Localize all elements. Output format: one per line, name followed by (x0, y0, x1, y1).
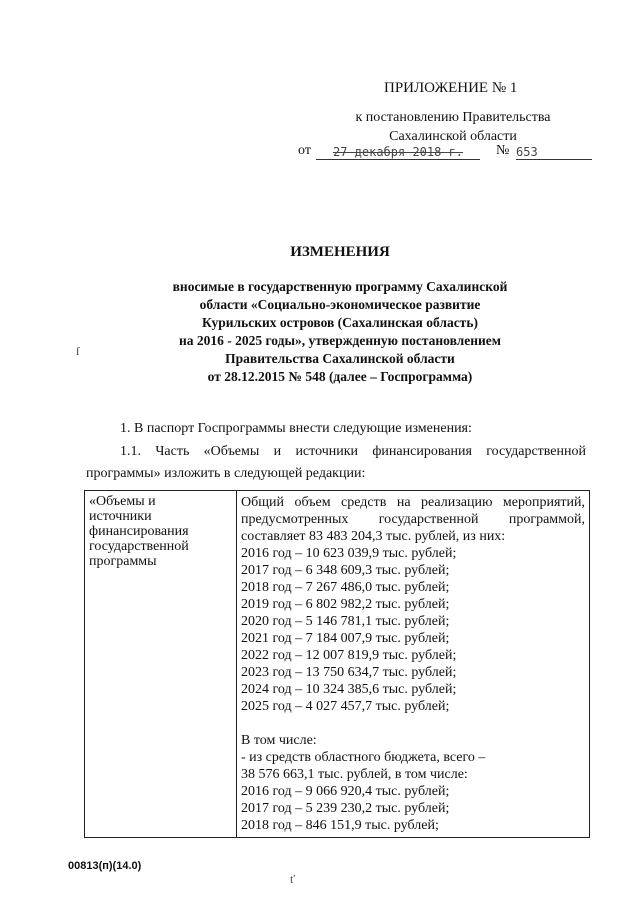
subheading-line: области «Социально-экономическое развитие (199, 297, 481, 312)
regional-year-line: 2017 год – 5 239 230,2 тыс. рублей; (241, 801, 450, 816)
resolution-reference (338, 108, 568, 146)
label-line: «Объемы и (89, 494, 156, 509)
paragraph-1-1: 1.1. Часть «Объемы и источники финансирования государственной (120, 444, 586, 459)
label-line: программы (89, 554, 157, 569)
funding-table (84, 490, 590, 838)
regional-year-line: 2016 год – 9 066 920,4 тыс. рублей; (241, 784, 450, 799)
year-line: 2020 год – 5 146 781,1 тыс. рублей; (241, 614, 450, 629)
year-line: 2018 год – 7 267 486,0 тыс. рублей; (241, 580, 450, 595)
year-line: 2019 год – 6 802 982,2 тыс. рублей; (241, 597, 450, 612)
including-line: 38 576 663,1 тыс. рублей, в том числе: (241, 767, 468, 782)
year-line: 2022 год – 12 007 819,9 тыс. рублей; (241, 648, 457, 663)
resolution-date: 27 декабря 2018 г. (316, 145, 480, 160)
table-row (85, 491, 590, 838)
subheading-line: Правительства Сахалинской области (225, 351, 455, 366)
paragraph-1-1-cont: программы» изложить в следующей редакции: (86, 466, 366, 481)
label-line: финансирования (89, 524, 189, 539)
year-line: 2024 год – 10 324 385,6 тыс. рублей; (241, 682, 457, 697)
year-line: 2017 год – 6 348 609,3 тыс. рублей; (241, 563, 450, 578)
appendix-title: ПРИЛОЖЕНИЕ № 1 (384, 80, 518, 96)
document-heading: ИЗМЕНЕНИЯ (290, 244, 390, 260)
total-intro-line: Общий объем средств на реализацию мероприятий, (241, 495, 585, 510)
year-line: 2025 год – 4 027 457,7 тыс. рублей; (241, 699, 450, 714)
paragraph-1: 1. В паспорт Госпрограммы внести следующие изменения: (120, 421, 472, 436)
document-subheading (120, 278, 560, 386)
subheading-line: Курильских островов (Сахалинская область) (202, 315, 478, 330)
table-label-cell (85, 491, 237, 838)
including-line: - из средств областного бюджета, всего – (241, 750, 486, 765)
subheading-line: от 28.12.2015 № 548 (далее – Госпрограмма) (207, 369, 473, 384)
resolution-date-number (298, 145, 598, 163)
regional-year-line: 2018 год – 846 151,9 тыс. рублей; (241, 818, 439, 833)
total-intro-line: предусмотренных государственной программой, (241, 512, 585, 527)
table-value-cell (237, 491, 590, 838)
subheading-line: на 2016 - 2025 годы», утвержденную постановлением (178, 333, 501, 348)
label-line: государственной (89, 539, 189, 554)
document-code: 00813(п)(14.0) (68, 860, 142, 872)
date-prefix: от (298, 143, 311, 158)
resolution-number: 653 (516, 145, 592, 160)
resolution-line: к постановлению Правительства (355, 110, 551, 125)
subheading-line: вносимые в государственную программу Сахалинской (172, 279, 508, 294)
label-line: источники (89, 509, 152, 524)
total-intro-line: составляет 83 483 204,3 тыс. рублей, из них: (241, 529, 506, 544)
spacer (241, 715, 585, 732)
year-line: 2016 год – 10 623 039,9 тыс. рублей; (241, 546, 457, 561)
resolution-line: Сахалинской области (389, 129, 517, 144)
year-line: 2021 год – 7 184 007,9 тыс. рублей; (241, 631, 450, 646)
scan-mark: ſ (76, 344, 80, 358)
number-sign: № (496, 143, 510, 158)
scan-mark: ť (290, 872, 296, 886)
year-line: 2023 год – 13 750 634,7 тыс. рублей; (241, 665, 457, 680)
including-line: В том числе: (241, 733, 317, 748)
